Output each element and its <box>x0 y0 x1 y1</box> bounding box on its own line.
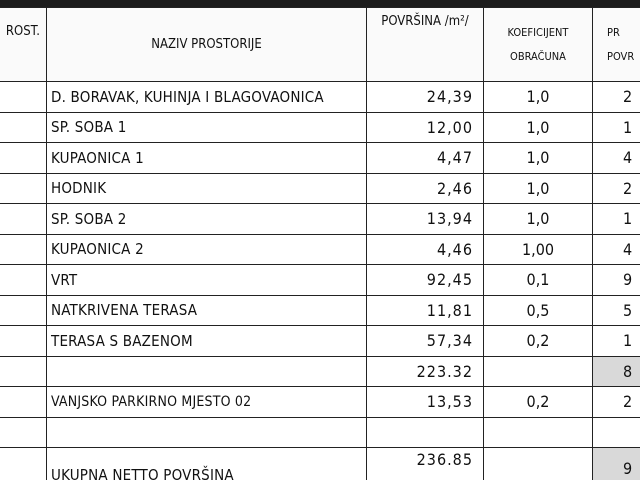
table-row <box>0 82 640 113</box>
header-coefficient-line2: OBRAČUNA <box>510 49 566 63</box>
room-coefficient: 1,0 <box>484 173 593 204</box>
header-area: POVRŠINA /m²/ <box>367 8 484 82</box>
room-area: 4,47 <box>367 143 484 174</box>
row-number-cell <box>0 448 47 480</box>
room-name: SP. SOBA 2 <box>47 204 367 235</box>
header-partial-line2: POVR <box>607 49 635 63</box>
empty-cell <box>593 417 640 448</box>
header-rost: ROST. <box>0 8 47 82</box>
table-header-row <box>0 8 640 82</box>
row-number-cell <box>0 265 47 296</box>
row-number-cell <box>0 143 47 174</box>
room-partial-area: 9 <box>593 265 640 296</box>
room-area: 4,46 <box>367 234 484 265</box>
room-coefficient: 0,2 <box>484 326 593 357</box>
total-partial-area: 9 <box>593 448 640 480</box>
room-name: SP. SOBA 1 <box>47 112 367 143</box>
room-name: TERASA S BAZENOM <box>47 326 367 357</box>
room-area: 11,81 <box>367 295 484 326</box>
total-name: UKUPNA NETTO POVRŠINA <box>47 448 367 480</box>
room-partial-area: 5 <box>593 295 640 326</box>
room-coefficient: 1,0 <box>484 112 593 143</box>
row-number-cell <box>0 112 47 143</box>
room-coefficient: 0,1 <box>484 265 593 296</box>
empty-cell <box>367 417 484 448</box>
row-number-cell <box>0 82 47 113</box>
room-name: NATKRIVENA TERASA <box>47 295 367 326</box>
row-number-cell <box>0 387 47 418</box>
total-area: 236.85 <box>367 448 484 480</box>
header-room-name: NAZIV PROSTORIJE <box>47 8 367 82</box>
row-number-cell <box>0 173 47 204</box>
parking-row <box>0 387 640 418</box>
table-row <box>0 295 640 326</box>
room-coefficient: 1,0 <box>484 204 593 235</box>
row-number-cell <box>0 295 47 326</box>
room-partial-area: 4 <box>593 234 640 265</box>
header-partial-line1: PR <box>607 25 620 39</box>
room-coefficient: 1,00 <box>484 234 593 265</box>
empty-cell <box>47 417 367 448</box>
row-number-cell <box>0 204 47 235</box>
parking-coefficient: 0,2 <box>484 387 593 418</box>
room-area: 57,34 <box>367 326 484 357</box>
table-row <box>0 143 640 174</box>
room-name: D. BORAVAK, KUHINJA I BLAGOVAONICA <box>47 82 367 113</box>
room-area: 13,94 <box>367 204 484 235</box>
room-coefficient: 0,5 <box>484 295 593 326</box>
header-partial <box>593 8 640 82</box>
header-coefficient-line1: KOEFICIJENT <box>507 25 569 39</box>
room-name: HODNIK <box>47 173 367 204</box>
room-coefficient: 1,0 <box>484 143 593 174</box>
table-row <box>0 204 640 235</box>
empty-cell <box>484 417 593 448</box>
room-area: 12,00 <box>367 112 484 143</box>
parking-area: 13,53 <box>367 387 484 418</box>
room-partial-area: 1 <box>593 326 640 357</box>
top-border <box>0 0 640 7</box>
room-area: 2,46 <box>367 173 484 204</box>
subtotal-coefficient <box>484 356 593 387</box>
subtotal-name <box>47 356 367 387</box>
room-coefficient: 1,0 <box>484 82 593 113</box>
room-partial-area: 2 <box>593 82 640 113</box>
room-partial-area: 2 <box>593 173 640 204</box>
room-name: VRT <box>47 265 367 296</box>
empty-cell <box>0 417 47 448</box>
room-area: 92,45 <box>367 265 484 296</box>
area-table <box>0 7 640 480</box>
subtotal-row <box>0 356 640 387</box>
parking-partial-area: 2 <box>593 387 640 418</box>
total-row <box>0 448 640 480</box>
table-row <box>0 234 640 265</box>
empty-row <box>0 417 640 448</box>
table-row <box>0 265 640 296</box>
table-row <box>0 326 640 357</box>
header-coefficient <box>484 8 593 82</box>
table-row <box>0 112 640 143</box>
room-partial-area: 1 <box>593 204 640 235</box>
room-partial-area: 4 <box>593 143 640 174</box>
subtotal-partial-area: 8 <box>593 356 640 387</box>
parking-name: VANJSKO PARKIRNO MJESTO 02 <box>47 387 367 418</box>
row-number-cell <box>0 356 47 387</box>
room-area: 24,39 <box>367 82 484 113</box>
table-row <box>0 173 640 204</box>
room-partial-area: 1 <box>593 112 640 143</box>
row-number-cell <box>0 326 47 357</box>
room-name: KUPAONICA 2 <box>47 234 367 265</box>
subtotal-area: 223.32 <box>367 356 484 387</box>
total-coefficient <box>484 448 593 480</box>
row-number-cell <box>0 234 47 265</box>
room-name: KUPAONICA 1 <box>47 143 367 174</box>
